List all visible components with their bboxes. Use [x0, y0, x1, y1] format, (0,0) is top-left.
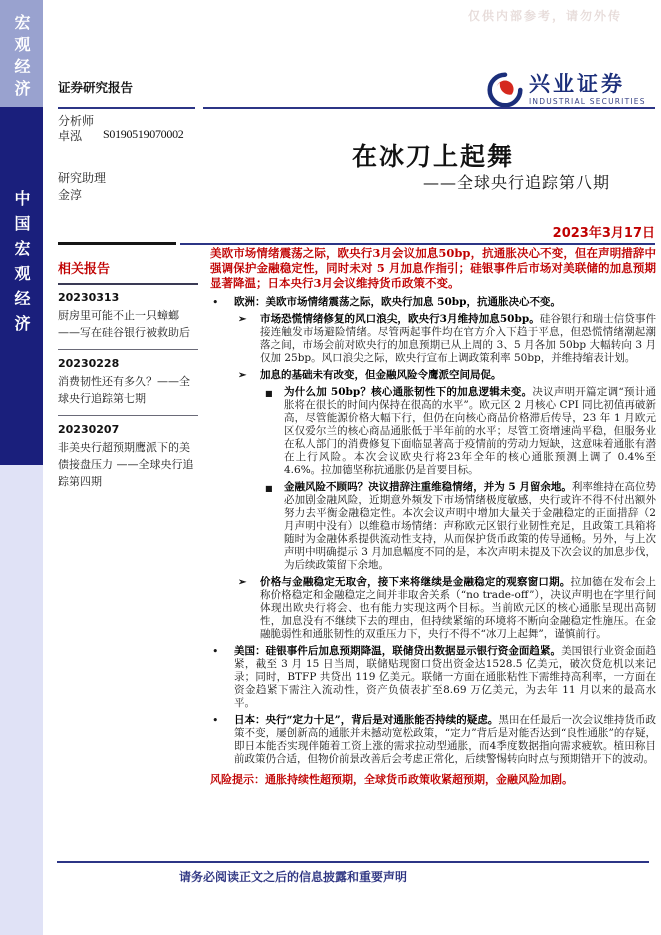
sidebar-bottom-band: [0, 465, 43, 935]
sidebar-section-band: [0, 107, 43, 465]
body-paragraph-japan: [210, 714, 656, 766]
analyst-id: S0190519070002: [103, 127, 184, 141]
brand-name: 兴业证券: [529, 71, 625, 96]
related-report-date: 20230313: [58, 291, 120, 304]
summary-paragraph: 美欧市场情绪震荡之际，欧央行3月会议加息50bp，抗通胀决心不变，但在声明措辞中强调保护金融稳定性，同时未对 5 月加息作指引；硅银事件后市场对美联储的加息预期显著降温；日本央行3月会议维持货币政策不变。: [210, 246, 656, 290]
paragraph-text: 硅谷银行和瑞士信贷事件接连触发市场避险情绪。尽管两起事件均在官方介入下趋于平息，但恐慌情绪潮起潮落之间，市场会前对欧央行的加息预期已从上周的 3、5 月各加 50bp 大幅转向 3 月仅加 25bp。风口浪尖之际，欧央行宣布上调政策利率 50bp，并维持缩表计划。: [260, 313, 656, 364]
sidebar-category-band: [0, 0, 43, 107]
report-type-label: 证券研究报告: [58, 80, 134, 95]
assistant-name: 金淳: [58, 188, 83, 202]
body-rule-right: [180, 243, 655, 245]
body-paragraph-europe: [210, 296, 656, 309]
paragraph-lead: 金融风险不顾吗？决议措辞注重维稳情绪，并为 5 月留余地。: [284, 481, 572, 493]
related-reports-panel: [58, 258, 198, 505]
paragraph-lead: 加息的基础未有改变，但金融风险令鹰派空间局促。: [260, 369, 502, 381]
body-paragraph: [210, 369, 656, 382]
paragraph-text: 美国银行业资金面趋紧，截至 3 月 15 日当周，联储贴现窗口贷出资金达1528.5 亿美元，破次贷危机以来记录；同时，BTFP 共贷出 119 亿美元。联储一方面在通胀粘性下需维持高利率，一方面在资金趋紧下需注入流动性，资产负债表扩至8.69 万亿美元，为去年 11 月以来的最高水平。: [234, 645, 656, 709]
bullet-marker: •: [212, 714, 219, 727]
related-report-title: 非美央行超预期鹰派下的美债接盘压力 ——全球央行追踪第四期: [58, 441, 194, 488]
brand-subtitle: INDUSTRIAL SECURITIES: [529, 97, 646, 106]
paragraph-text: 拉加德在发布会上称价格稳定和金融稳定之间并非取舍关系（“no trade-off”），决议声明也在字里行间体现出欧央行将会、也有能力实现这两个目标。当前欧元区的核心通胀呈现出高韧性，加息没有不继续下去的理由，但持续紧缩的环境将不断向金融稳定性施压。在金融脆弱性和通胀韧性的双重压力下，央行不得不“冰刀上起舞”，谨慎前行。: [260, 576, 656, 640]
footer-rule: [57, 861, 649, 863]
risk-warning: 风险提示：通胀持续性超预期，全球货币政策收紧超预期，金融风险加剧。: [210, 773, 573, 786]
related-report-item: [58, 291, 198, 350]
sidebar-top-label: 宏观经济: [12, 14, 31, 102]
bullet-marker: •: [212, 645, 219, 658]
body-paragraph: [210, 386, 656, 477]
arrow-marker: ➢: [238, 370, 247, 381]
analyst-label: 分析师: [58, 114, 95, 128]
header-rule-right: [203, 107, 655, 109]
header-rule-left: [58, 107, 195, 109]
paragraph-text: 决议声明开篇定调“预计通胀将在很长的时间内保持在很高的水平”。欧元区 2 月核心 CPI 同比初值再破新高，尽管能源价格大幅下行，但仍在向核心商品价格滞后传导，23 年 1 月欧元区仅爱尔兰的核心商品通胀低于半年前的水平；尽管工资增速尚平稳，但服务业在私人部门的消费修复下面临显著高于疫情前的劳动力短缺，这意味着通胀有潜在上行风险。本次会议欧央行将23年全年的核心通胀预测上调了 0.4%至 4.6%。拉加德坚称抗通胀仍是首要目标。: [284, 386, 656, 476]
industrial-securities-logo-icon: [487, 72, 523, 108]
report-body: [210, 246, 656, 858]
paragraph-lead: 价格与金融稳定无取舍，接下来将继续是金融稳定的观察窗口期。: [260, 576, 571, 588]
arrow-marker: ➢: [238, 314, 247, 325]
sidebar-middle-label: 中国宏观经济: [12, 190, 31, 340]
paragraph-text: 黑田在任最后一次会议维持货币政策不变，屡创新高的通胀并未撼动宽松政策，“定力”背后是对能否达到“良性通胀”的存疑，即日本能否实现伴随着工资上涨的需求拉动型通胀，而4季度数据指向需求疲软。植田称目前政策仍合适，但物价前景改善后会考虑正常化，后续警惕转向时点与预期错开下的波动。: [234, 714, 656, 765]
confidential-watermark: 仅供内部参考，请勿外传: [468, 9, 623, 23]
square-marker: ■: [265, 484, 273, 493]
body-paragraph: [210, 313, 656, 365]
body-paragraph: [210, 481, 656, 572]
arrow-marker: ➢: [238, 577, 247, 588]
square-marker: ■: [265, 389, 273, 398]
paragraph-text: 利率维持在高位势必加剧金融风险，近期意外频发下市场情绪极度敏感，央行或许不得不付出额外努力去平衡金融稳定性。本次会议声明中增加大量关于金融稳定的正面措辞（2 月声明中没有）以维稳市场情绪：声称欧元区银行业韧性充足，且政策工具箱将随时为金融体系提供流动性支持，从而保护货币政策的传导通畅。另外，与上次声明中明确提示 3 月加息幅度不同的是，本次声明未提及下次会议的加息步伐，为后续政策留下余地。: [284, 481, 656, 571]
paragraph-lead: 欧洲：美欧市场情绪震荡之际，欧央行加息 50bp，抗通胀决心不变。: [234, 296, 561, 308]
assistant-label: 研究助理: [58, 171, 107, 185]
page-subtitle: ——全球央行追踪第八期: [422, 173, 610, 192]
analyst-name: 卓泓: [58, 129, 83, 143]
related-report-title: 消费韧性还有多久？——全球央行追踪第七期: [58, 375, 190, 405]
related-report-date: 20230228: [58, 357, 120, 370]
brand-logo: [487, 72, 646, 108]
related-report-item: [58, 423, 198, 498]
report-date: 2023年3月17日: [552, 226, 655, 241]
paragraph-lead: 美国：硅银事件后加息预期降温，联储贷出数据显示银行资金面趋紧。: [234, 645, 562, 657]
related-reports-rule: [58, 283, 198, 285]
related-report-date: 20230207: [58, 423, 120, 436]
brand-text-block: [529, 72, 646, 106]
bullet-marker: •: [212, 296, 219, 309]
body-paragraph: [210, 576, 656, 641]
paragraph-lead: 市场恐慌情绪修复的风口浪尖，欧央行3月维持加息50bp。: [260, 313, 540, 325]
related-report-item: [58, 357, 198, 416]
body-rule-left: [58, 242, 176, 245]
paragraph-lead: 日本：央行“定力十足”，背后是对通胀能否持续的疑虑。: [234, 714, 499, 726]
footer-disclaimer: 请务必阅读正文之后的信息披露和重要声明: [178, 870, 407, 884]
related-report-title: 厨房里可能不止一只蟑螂——写在硅谷银行被救助后: [58, 309, 190, 339]
body-paragraph-us: [210, 645, 656, 710]
page-title: 在冰刀上起舞: [351, 142, 514, 171]
related-reports-heading: 相关报告: [58, 262, 111, 277]
paragraph-lead: 为什么加 50bp？核心通胀韧性下的加息逻辑未变。: [284, 386, 533, 398]
